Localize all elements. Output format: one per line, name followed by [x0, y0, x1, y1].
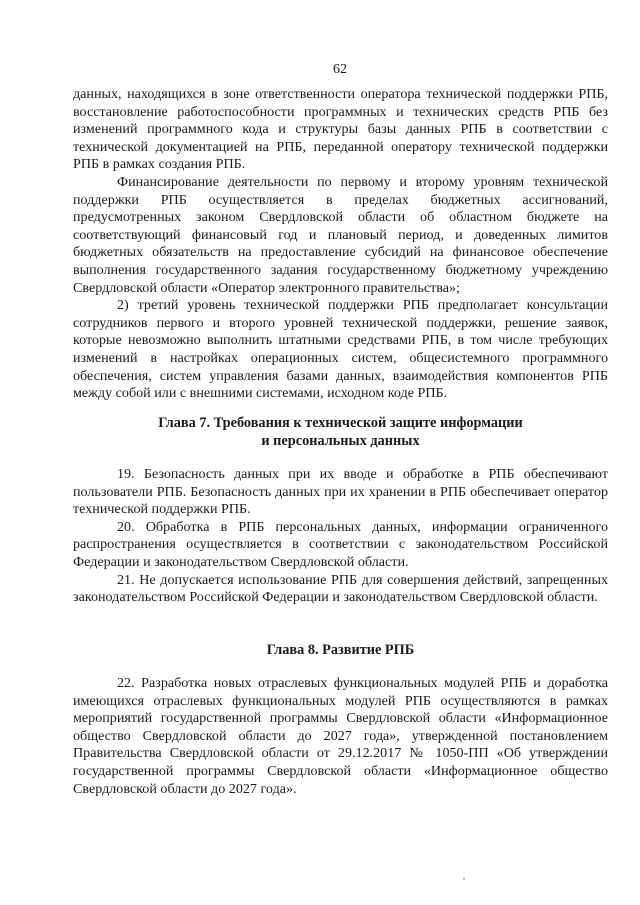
chapter-7-title-line-2: и персональных данных — [261, 433, 420, 449]
paragraph-19: 19. Безопасность данных при их вводе и обработке в РПБ обеспечивают пользователи РПБ. Безопасность данных при их хранении в РПБ обеспечивает оператор технической поддержки РПБ. — [73, 466, 608, 518]
text-block-chapter-7 — [73, 466, 608, 607]
text-block-chapter-8 — [73, 675, 608, 798]
text-block-technical-support — [73, 86, 608, 403]
chapter-7-heading — [73, 414, 608, 450]
scan-speck — [463, 878, 465, 880]
paragraph-third-level-support: 2) третий уровень технической поддержки РПБ предполагает консультации сотрудников первого и второго уровней технической поддержки, решение заявок, которые невозможно выполнить штатными средствами РПБ, в том числе требующих изменений в настройках операционных систем, общесистемного программного обеспечения, систем управления базами данных, взаимодействия компонентов РПБ между собой или с внешними системами, исходном коде РПБ. — [73, 297, 608, 402]
paragraph-21: 21. Не допускается использование РПБ для совершения действий, запрещенных законодательством Российской Федерации и законодательством Свердловской области. — [73, 571, 608, 606]
paragraph-22: 22. Разработка новых отраслевых функциональных модулей РПБ и доработка имеющихся отраслевых функциональных модулей РПБ осуществляются в рамках мероприятий государственной программы Свердловской области «Информационное общество Свердловской области до 2027 года», утвержденной постановлением Правительства Свердловской области от 29.12.2017 № 1050-ПП «Об утверждении государственной программы Свердловской области «Информационное общество Свердловской области до 2027 года». — [73, 675, 608, 797]
chapter-8-title: Глава 8. Развитие РПБ — [266, 642, 415, 658]
page-number: 62 — [333, 62, 347, 77]
paragraph-financing: Финансирование деятельности по первому и второму уровням технической поддержки РПБ осуществляется в пределах бюджетных ассигнований, предусмотренных законом Свердловской области об областном бюджете на соответствующий финансовый год и плановый период, и доведенных лимитов бюджетных обязательств на предоставление субсидий на финансовое обеспечение выполнения государственного задания государственному бюджетному учреждению Свердловской области «Оператор электронного правительства»; — [73, 173, 608, 296]
paragraph-continuation: данных, находящихся в зоне ответственности оператора технической поддержки РПБ, восстановление работоспособности программных и технических средств РПБ без изменений программного кода и структуры базы данных РПБ в соответствии с технической документацией на РПБ, переданной оператору технической поддержки РПБ в рамках создания РПБ. — [73, 86, 608, 173]
paragraph-20: 20. Обработка в РПБ персональных данных, информации ограниченного распространения осуществляется в соответствии с законодательством Российской Федерации и законодательством Свердловской области. — [73, 518, 608, 570]
chapter-8-heading — [73, 641, 608, 659]
chapter-7-title-line-1: Глава 7. Требования к технической защите информации — [158, 415, 523, 431]
